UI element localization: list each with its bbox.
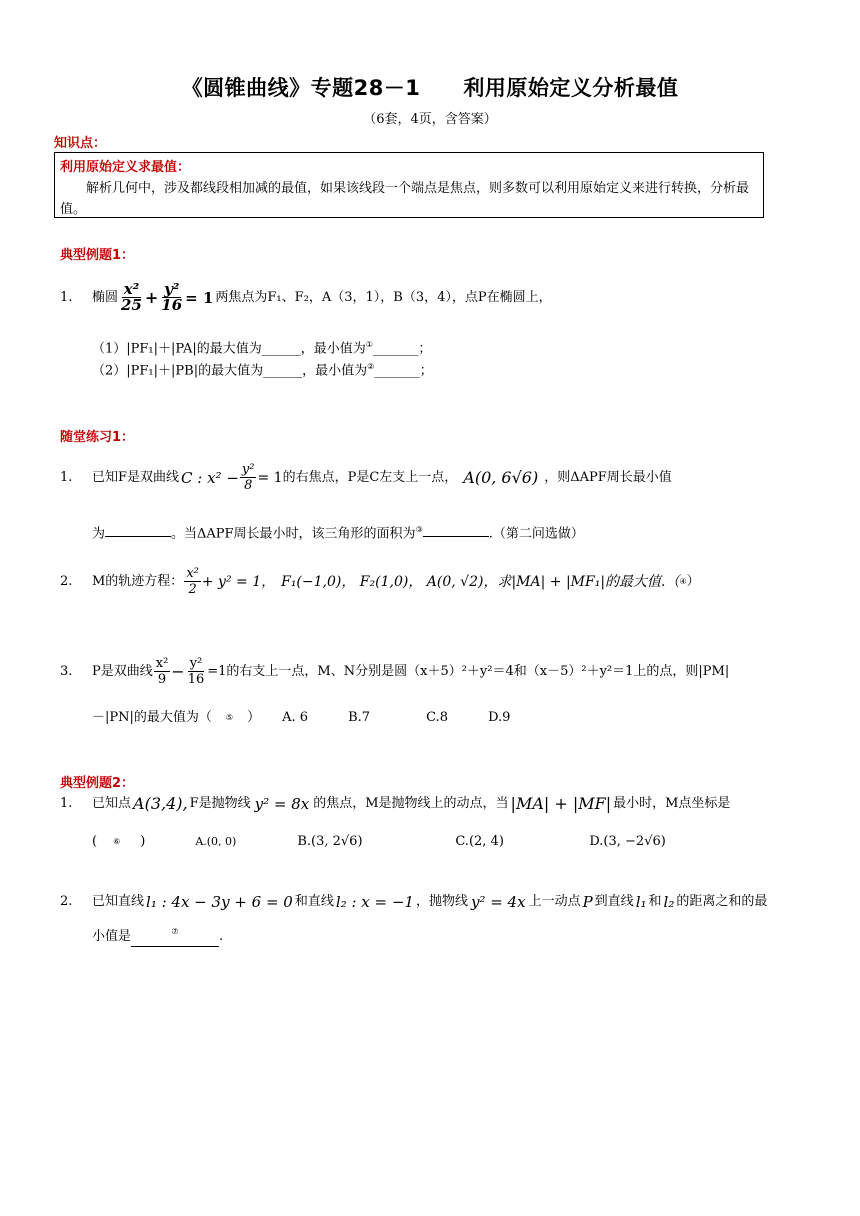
option: A. 6 <box>282 710 309 725</box>
answer-marker: ② <box>367 362 375 371</box>
equation-rhs: = 1 <box>185 288 214 307</box>
answer-blank <box>131 922 219 947</box>
practice1-question3-line2: －|PN|的最大值为（ ⑤ ） A. 6 B.7 C.8 D.9 <box>92 708 510 728</box>
practice1-question1-line2: 为 。当ΔAPF周长最小时，该三角形的面积为③ .（第二问选做） <box>92 525 584 542</box>
practice1-question3: 3. P是双曲线 $\frac{\text{x²}}{9}$ − $\frac{\text{y²}}{16}$ =1 的右支上一点，M、N分别是圆（x＋5）²＋y²＝4和（x－5）²＋y²＝1上的点，则|PM| <box>60 656 730 687</box>
example2-question2: 2. 已知直线 l₁ : 4x − 3y + 6 = 0 和直线 l₂ : x = −1 ，抛物线 y² = 4x 上一动点 P 到直线 l₁ 和 l₂ 的距离之和的最 <box>60 893 768 911</box>
practice1-question2: 2. M的轨迹方程： $\frac{\text{x²}}{2}$ + y² = 1， F₁(−1,0)， F₂(1,0)， A(0, √2)，求|MA| + |MF₁|的最大值.（ ④ ） <box>60 566 700 597</box>
knowledge-box-title: 利用原始定义求最值： <box>60 160 191 175</box>
example1-part2: （2）|PF₁|＋|PB|的最大值为______，最小值为②_______； <box>92 362 433 379</box>
option: D.9 <box>488 710 511 725</box>
knowledge-label: 知识点： <box>54 136 107 151</box>
fraction: $\frac{\text{x²}}{25}$ <box>121 280 142 314</box>
example2-question2-line2: 小值是 ⑦ . <box>92 922 223 947</box>
example1-question1: 1. 椭圆 $\frac{\text{x²}}{25}$ + $\frac{\text{y²}}{16}$ = 1 两焦点为F₁、F₂，A（3，1），B（3，4），点P在椭圆上， <box>60 280 552 314</box>
answer-marker: ④ <box>679 576 687 586</box>
option: B.7 <box>348 710 371 725</box>
example2-question1-options: ( ⑥ ) A.(0, 0) B.(3, 2√6) C.(2, 4) D.(3, −2√6) <box>92 832 666 852</box>
knowledge-box-text: 解析几何中，涉及都线段相加减的最值，如果该线段一个端点是焦点，则多数可以利用原始定义来进行转换，分析最值。 <box>60 181 750 217</box>
answer-marker: ⑥ <box>113 837 121 846</box>
example1-part1: （1）|PF₁|＋|PA|的最大值为______，最小值为①_______； <box>92 340 432 357</box>
option: B.(3, 2√6) <box>297 834 363 849</box>
practice1-label: 随堂练习1： <box>60 430 135 445</box>
answer-blank <box>105 536 171 537</box>
practice1-question1: 1. 已知F是双曲线 C : x² − $\frac{\text{y²}}{8}$ = 1 的右焦点，P是C左支上一点， A(0, 6√6) ，则ΔAPF周长最小值 <box>60 462 672 493</box>
answer-blank <box>423 536 489 537</box>
answer-marker: ⑤ <box>225 713 234 722</box>
answer-marker: ⑦ <box>171 927 179 936</box>
question-text: 两焦点为F₁、F₂，A（3，1），B（3，4），点P在椭圆上， <box>215 289 552 305</box>
option: C.8 <box>426 710 448 725</box>
answer-marker: ③ <box>415 525 423 534</box>
question-text: 椭圆 <box>92 289 119 305</box>
option: D.(3, −2√6) <box>589 834 666 849</box>
example2-label: 典型例题2： <box>60 776 135 791</box>
option: A.(0, 0) <box>195 835 237 848</box>
answer-marker: ① <box>365 340 373 349</box>
fraction: $\frac{\text{y²}}{16}$ <box>161 280 183 314</box>
example1-label: 典型例题1： <box>60 248 135 263</box>
question-number: 1. <box>60 289 73 305</box>
page-subtitle: （6套，4页，含答案） <box>363 112 497 127</box>
example2-question1: 1. 已知点 A(3,4), F是抛物线 y² = 8x 的焦点，M是抛物线上的动点，当 |MA| + |MF| 最小时，M点坐标是 <box>60 794 731 813</box>
option: C.(2, 4) <box>455 834 504 849</box>
page-title: 《圆锥曲线》专题28－1 利用原始定义分析最值 <box>181 76 679 100</box>
